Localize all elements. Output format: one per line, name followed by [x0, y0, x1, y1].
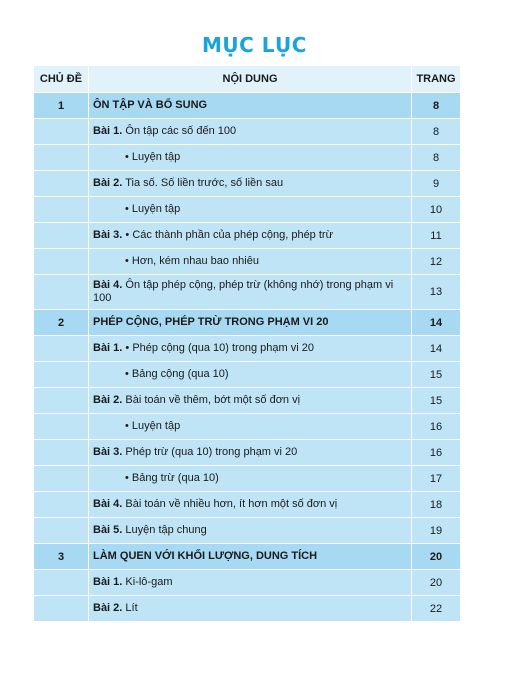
- page-number: 15: [412, 388, 461, 414]
- chapter-row: [34, 93, 461, 119]
- content-cell: [89, 93, 412, 119]
- toc-table: [33, 65, 461, 622]
- topic-cell: [34, 249, 89, 275]
- page-number: 17: [412, 466, 461, 492]
- chapter-title: LÀM QUEN VỚI KHỐI LƯỢNG, DUNG TÍCH: [93, 550, 318, 562]
- topic-cell: [34, 388, 89, 414]
- topic-cell: [34, 518, 89, 544]
- content-cell: [89, 336, 412, 362]
- lesson-label: Bài 2.: [93, 602, 123, 614]
- header-content: NỘI DUNG: [89, 66, 412, 93]
- chapter-title: PHÉP CỘNG, PHÉP TRỪ TRONG PHẠM VI 20: [93, 316, 329, 328]
- content-cell: [89, 197, 412, 223]
- topic-cell: [34, 171, 89, 197]
- lesson-title: • Các thành phần của phép cộng, phép trừ: [122, 229, 333, 241]
- table-row: [34, 596, 461, 622]
- topic-cell: [34, 275, 89, 310]
- table-row: [34, 171, 461, 197]
- table-row: [34, 466, 461, 492]
- topic-cell: 3: [34, 544, 89, 570]
- topic-cell: [34, 362, 89, 388]
- lesson-label: Bài 1.: [93, 125, 123, 137]
- page-number: 18: [412, 492, 461, 518]
- page-number: 13: [412, 275, 461, 310]
- lesson-label: Bài 2.: [93, 394, 123, 406]
- lesson-title: Lít: [122, 602, 138, 614]
- topic-cell: [34, 119, 89, 145]
- content-cell: [89, 275, 412, 310]
- page-number: 16: [412, 440, 461, 466]
- page-number: 12: [412, 249, 461, 275]
- table-row: [34, 336, 461, 362]
- content-cell: [89, 388, 412, 414]
- table-row: [34, 249, 461, 275]
- page-number: 8: [412, 119, 461, 145]
- lesson-label: Bài 3.: [93, 229, 123, 241]
- topic-cell: [34, 197, 89, 223]
- table-row: [34, 145, 461, 171]
- content-cell: [89, 119, 412, 145]
- topic-cell: [34, 570, 89, 596]
- content-cell: [89, 466, 412, 492]
- page-number: 19: [412, 518, 461, 544]
- lesson-title: • Phép cộng (qua 10) trong phạm vi 20: [122, 342, 314, 354]
- content-cell: [89, 492, 412, 518]
- content-cell: [89, 596, 412, 622]
- table-row: [34, 362, 461, 388]
- content-cell: [89, 171, 412, 197]
- lesson-label: Bài 5.: [93, 524, 123, 536]
- topic-cell: [34, 414, 89, 440]
- lesson-title: Luyện tập chung: [122, 524, 207, 536]
- content-cell: [89, 223, 412, 249]
- topic-cell: [34, 145, 89, 171]
- lesson-title: Ôn tập các số đến 100: [122, 125, 237, 137]
- table-row: [34, 440, 461, 466]
- lesson-label: Bài 4.: [93, 279, 123, 291]
- topic-cell: [34, 440, 89, 466]
- page-number: 20: [412, 570, 461, 596]
- lesson-title: • Luyện tập: [125, 420, 181, 432]
- lesson-title: • Hơn, kém nhau bao nhiêu: [125, 255, 259, 267]
- lesson-label: Bài 3.: [93, 446, 123, 458]
- content-cell: [89, 518, 412, 544]
- table-row: [34, 414, 461, 440]
- page-number: 10: [412, 197, 461, 223]
- page-number: 22: [412, 596, 461, 622]
- table-row: [34, 570, 461, 596]
- table-row: [34, 388, 461, 414]
- lesson-title: • Luyện tập: [125, 151, 181, 163]
- content-cell: [89, 145, 412, 171]
- header-page: TRANG: [412, 66, 461, 93]
- table-row: [34, 119, 461, 145]
- lesson-title: Bài toán về nhiều hơn, ít hơn một số đơn vị: [122, 498, 338, 510]
- topic-cell: [34, 336, 89, 362]
- page-number: 8: [412, 145, 461, 171]
- lesson-title: Ki-lô-gam: [122, 576, 173, 588]
- page-number: 15: [412, 362, 461, 388]
- lesson-label: Bài 1.: [93, 576, 123, 588]
- topic-cell: [34, 466, 89, 492]
- content-cell: [89, 414, 412, 440]
- lesson-label: Bài 2.: [93, 177, 123, 189]
- topic-cell: 1: [34, 93, 89, 119]
- lesson-title: • Bảng trừ (qua 10): [125, 472, 219, 484]
- lesson-title: Tia số. Số liền trước, số liền sau: [122, 177, 284, 189]
- page-number: 20: [412, 544, 461, 570]
- lesson-title: Bài toán về thêm, bớt một số đơn vị: [122, 394, 301, 406]
- lesson-title: • Luyện tập: [125, 203, 181, 215]
- toc-body: [34, 93, 461, 622]
- topic-cell: 2: [34, 310, 89, 336]
- page-number: 16: [412, 414, 461, 440]
- chapter-title: ÔN TẬP VÀ BỔ SUNG: [93, 99, 208, 111]
- lesson-title: Ôn tập phép cộng, phép trừ (không nhớ) trong phạm vi 100: [93, 279, 394, 304]
- table-row: [34, 275, 461, 310]
- topic-cell: [34, 492, 89, 518]
- content-cell: [89, 362, 412, 388]
- page-number: 14: [412, 310, 461, 336]
- header-topic: CHỦ ĐỀ: [34, 66, 89, 93]
- lesson-label: Bài 1.: [93, 342, 123, 354]
- topic-cell: [34, 596, 89, 622]
- page-title: MỤC LỤC: [202, 33, 307, 57]
- table-row: [34, 223, 461, 249]
- content-cell: [89, 570, 412, 596]
- content-cell: [89, 544, 412, 570]
- page-number: 8: [412, 93, 461, 119]
- chapter-row: [34, 310, 461, 336]
- page-number: 11: [412, 223, 461, 249]
- page-number: 14: [412, 336, 461, 362]
- topic-cell: [34, 223, 89, 249]
- lesson-title: • Bảng cộng (qua 10): [125, 368, 229, 380]
- table-row: [34, 197, 461, 223]
- content-cell: [89, 310, 412, 336]
- chapter-row: [34, 544, 461, 570]
- table-header-row: [34, 66, 461, 93]
- page-number: 9: [412, 171, 461, 197]
- table-row: [34, 492, 461, 518]
- lesson-title: Phép trừ (qua 10) trong phạm vi 20: [122, 446, 298, 458]
- lesson-label: Bài 4.: [93, 498, 123, 510]
- table-row: [34, 518, 461, 544]
- content-cell: [89, 440, 412, 466]
- content-cell: [89, 249, 412, 275]
